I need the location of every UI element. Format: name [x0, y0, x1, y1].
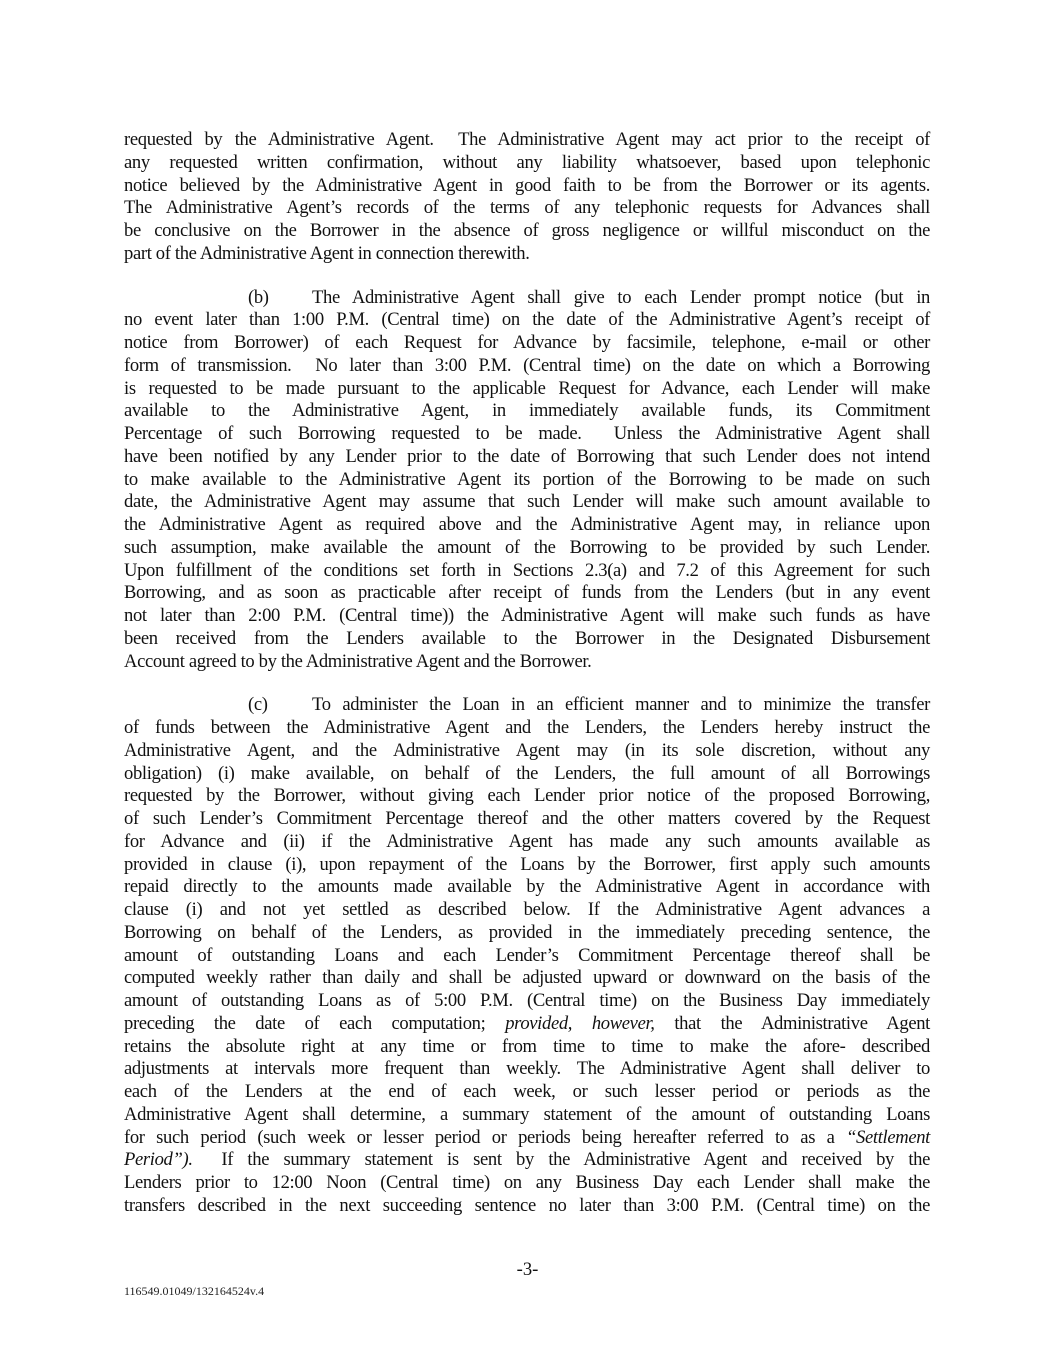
- text-line: amount of outstanding Loans as of 5:00 P.M. (Central time) on the Business Day immediately: [124, 990, 930, 1011]
- text-line: repaid directly to the amounts made available by the Administrative Agent in accordance with: [124, 876, 930, 898]
- text-line: for Advance and (ii) if the Administrative Agent has made any such amounts available as: [124, 830, 930, 852]
- text-line: form of transmission. No later than 3:00 P.M. (Central time) on the date on which a Borrowing: [124, 354, 930, 376]
- text-line: each of the Lenders at the end of each week, or such lesser period or periods as the: [124, 1081, 930, 1102]
- text-line: transfers described in the next succeeding sentence no later than 3:00 P.M. (Central time) on the: [124, 1194, 930, 1216]
- italic-defined-term: Period”).: [124, 1149, 193, 1171]
- text-line: Borrowing, and as soon as practicable after receipt of funds from the Lenders (but in any event: [124, 582, 930, 604]
- text-line: Account agreed to by the Administrative Agent and the Borrower.: [124, 650, 592, 672]
- paragraph-a-continued: [124, 129, 930, 266]
- settlement-line-2: Period”). If the summary statement is sent by the Administrative Agent and received by the: [124, 1149, 930, 1171]
- text-line: Percentage of such Borrowing requested to be made. Unless the Administrative Agent shall: [124, 423, 930, 444]
- text-line: have been notified by any Lender prior to the date of Borrowing that such Lender does not intend: [124, 445, 930, 467]
- document-id: 116549.01049/132164524v.4: [124, 1284, 265, 1298]
- text-line: Lenders prior to 12:00 Noon (Central time) on any Business Day each Lender shall make the: [124, 1172, 930, 1193]
- text-line: part of the Administrative Agent in connection therewith.: [124, 242, 530, 264]
- text-line: date, the Administrative Agent may assume that such Lender will make such amount available to: [124, 491, 930, 513]
- paragraph-marker: (c): [248, 694, 268, 716]
- text-line: been received from the Lenders available to the Borrower in the Designated Disbursement: [124, 627, 930, 649]
- document-page: [124, 129, 930, 1239]
- text-run: The Administrative Agent shall give to each Lender prompt notice (but in: [312, 286, 930, 308]
- settlement-line: for such period (such week or lesser period or periods being hereafter referred to as a “Settlement: [124, 1126, 930, 1148]
- page-number: -3-: [516, 1259, 539, 1280]
- text-line: obligation) (i) make available, on behalf of the Lenders, the full amount of all Borrowings: [124, 762, 930, 784]
- proviso-line: preceding the date of each computation; provided, however, that the Administrative Agent: [124, 1012, 930, 1034]
- text-line: amount of outstanding Loans and each Lender’s Commitment Percentage thereof shall be: [124, 944, 930, 966]
- text-line: to make available to the Administrative Agent its portion of the Borrowing to be made on such: [124, 468, 930, 490]
- italic-defined-term: “Settlement: [846, 1126, 930, 1148]
- paragraph-c-first-line: [124, 694, 930, 717]
- text-line: requested by the Borrower, without giving each Lender prior notice of the proposed Borrowing,: [124, 785, 930, 807]
- text-line: Administrative Agent, and the Administrative Agent may (in its sole discretion, without any: [124, 739, 930, 761]
- text-line: notice from Borrower) of each Request for Advance by facsimile, telephone, e-mail or other: [124, 332, 930, 353]
- text-line: the Administrative Agent as required above and the Administrative Agent may, in reliance upon: [124, 514, 930, 535]
- text-line: Borrowing on behalf of the Lenders, as provided in the immediately preceding sentence, the: [124, 921, 930, 943]
- text-line: available to the Administrative Agent, in immediately available funds, its Commitment: [124, 400, 930, 422]
- text-line: be conclusive on the Borrower in the absence of gross negligence or willful misconduct on the: [124, 220, 930, 241]
- text-line: any requested written confirmation, without any liability whatsoever, based upon telephonic: [124, 151, 930, 173]
- text-line: of such Lender’s Commitment Percentage thereof and the other matters covered by the Request: [124, 808, 930, 829]
- text-line: of funds between the Administrative Agent and the Lenders, the Lenders hereby instruct the: [124, 717, 930, 738]
- text-line: retains the absolute right at any time or from time to time to make the afore- described: [124, 1035, 930, 1057]
- paragraph-c: [124, 694, 930, 1217]
- text-line: provided in clause (i), upon repayment of the Loans by the Borrower, first apply such amounts: [124, 853, 930, 875]
- text-line: Upon fulfillment of the conditions set forth in Sections 2.3(a) and 7.2 of this Agreement for such: [124, 559, 930, 581]
- text-line: The Administrative Agent’s records of the terms of any telephonic requests for Advances shall: [124, 197, 930, 219]
- text-line: adjustments at intervals more frequent than weekly. The Administrative Agent shall deliver to: [124, 1058, 930, 1080]
- italic-proviso: provided, however,: [505, 1012, 655, 1034]
- text-run: To administer the Loan in an efficient manner and to minimize the transfer: [312, 694, 930, 716]
- text-line: Administrative Agent shall determine, a summary statement of the amount of outstanding Loans: [124, 1103, 930, 1125]
- text-line: is requested to be made pursuant to the applicable Request for Advance, each Lender will make: [124, 377, 930, 399]
- text-line: notice believed by the Administrative Agent in good faith to be from the Borrower or its agents.: [124, 174, 930, 196]
- text-line: clause (i) and not yet settled as described below. If the Administrative Agent advances a: [124, 899, 930, 920]
- text-line: not later than 2:00 P.M. (Central time)) the Administrative Agent will make such funds as have: [124, 605, 930, 626]
- text-line: requested by the Administrative Agent. The Administrative Agent may act prior to the receipt of: [124, 129, 930, 150]
- paragraph-b-first-line: [124, 287, 930, 310]
- text-line: computed weekly rather than daily and shall be adjusted upward or downward on the basis of the: [124, 967, 930, 989]
- text-line: no event later than 1:00 P.M. (Central time) on the date of the Administrative Agent’s receipt of: [124, 309, 930, 331]
- paragraph-b: [124, 287, 930, 674]
- text-line: such assumption, make available the amount of the Borrowing to be provided by such Lender.: [124, 536, 930, 558]
- paragraph-marker: (b): [248, 286, 269, 308]
